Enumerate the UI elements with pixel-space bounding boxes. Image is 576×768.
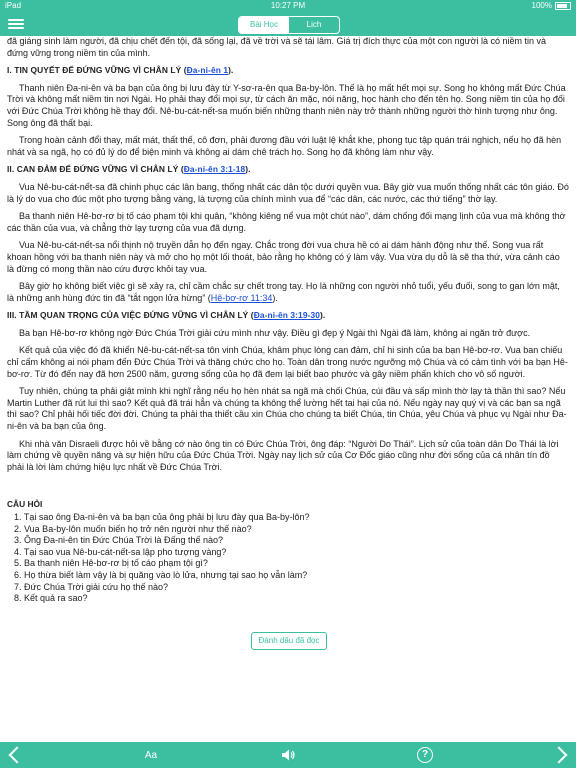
question-item: 4. Tại sao vua Nê-bu-cát-nết-sa lập pho tượng vàng?	[14, 546, 227, 557]
battery-percent: 100%	[531, 1, 552, 10]
bottom-toolbar	[0, 742, 576, 768]
section-2-paragraph-4-text: Bây giờ họ không biết việc gì sẽ xảy ra, chỉ cầm chắc sự chết trong tay. Họ là những con người nhỏ tuổi, yếu đuối, song to gan lớn mật, là những anh hùng đức tin đã “tắt ngọn lửa hừng” (	[7, 281, 560, 303]
hebrews-reference-link[interactable]: Hê-bơ-rơ 11:34	[210, 292, 273, 303]
segmented-control	[238, 16, 340, 34]
section-3-title-end: ).	[319, 310, 326, 321]
section-2-paragraph-4	[7, 281, 569, 304]
question-item: 5. Ba thanh niên Hê-bơ-rơ bị tố cáo phạm tội gì?	[14, 558, 208, 569]
questions-heading: CÂU HỎI	[7, 499, 43, 510]
tab-bai-hoc[interactable]: Bài Học	[239, 17, 289, 33]
font-size-button[interactable]	[138, 742, 164, 768]
intro-paragraph: đã giáng sinh làm người, đã chịu chết đến tội, đã sống lại, đã về trời và sẽ tái lâm. Giá trị đích thực của một con người là có niềm tin và đứng vững trong niềm tin của mình.	[7, 36, 547, 58]
speaker-icon	[281, 748, 295, 762]
section-2-reference-link[interactable]: Đa-ni-ên 3:1-18	[183, 164, 246, 175]
section-3-paragraph-2: Kết quả của việc đó đã khiến Nê-bu-cát-nết-sa tôn vinh Chúa, khâm phục lòng can đảm, chỉ hi sinh của ba bạn Hê-bơ-rơ. Vua ban chiếu chỉ cấm không ai nói phạm đến Đức Chúa Trời và thăng chức cho họ. Toàn dân trong nước ngưỡng mộ Chúa và có cảm tình với ba bạn Hê-bơ-rơ. Từ đó đến nay đã hơn 2500 năm, gương sống của họ đã đem lại biết bao phước và gây niềm phấn khích cho vô số người.	[7, 345, 568, 379]
next-button[interactable]	[548, 742, 574, 768]
font-size-icon: Aa	[144, 749, 158, 761]
menu-icon[interactable]	[8, 16, 24, 32]
section-1-heading	[7, 65, 569, 77]
audio-button[interactable]	[276, 742, 300, 768]
section-2-title-end: ).	[245, 164, 251, 175]
section-3-heading	[7, 310, 569, 322]
section-1-title-end: ).	[228, 65, 234, 76]
lesson-content[interactable]	[0, 36, 576, 742]
navigation-bar	[0, 12, 576, 36]
tab-lich[interactable]: Lịch	[306, 20, 322, 29]
section-2-heading	[7, 164, 569, 176]
section-2-paragraph-2: Ba thanh niên Hê-bơ-rơ bị tố cáo phạm tội khi quân, “không kiêng nể vua một chút nào”, dám chống đối mạng lịnh của vua mà không thờ các thần của vua, và chẳng thờ lạy tượng của vua đã dựng.	[7, 211, 566, 233]
section-2-paragraph-3: Vua Nê-bu-cát-nết-sa nổi thịnh nộ truyền dẫn họ đến ngay. Chắc trong đời vua chưa hề có ai dám hành động như thế. Song vua rất khoan hồng với ba thanh niên này và mở cho họ một lối thoát, bảo rằng họ không có ý làm vậy. Vua vừa dụ dỗ là sẽ tha thứ, vừa cảnh cáo là đừng có mong thần nào cứu được khỏi tay vua.	[7, 240, 560, 274]
section-3-paragraph-1: Ba bạn Hê-bơ-rơ không ngờ Đức Chúa Trời giải cứu mình như vậy. Điều gì đẹp ý Ngài thì Ngài đã làm, không ai ngăn trở được.	[19, 327, 531, 338]
mark-as-read-button[interactable]: Đánh dấu đã đọc	[251, 632, 327, 650]
question-item: 1. Tại sao ông Đa-ni-ên và ba bạn của ông phải bị lưu đày qua Ba-by-lôn?	[14, 512, 310, 522]
battery-icon	[555, 2, 571, 10]
question-item: 7. Đức Chúa Trời giải cứu họ thế nào?	[14, 581, 169, 592]
section-3-paragraph-4: Khi nhà văn Disraeli được hỏi về bằng cớ nào ông tin có Đức Chúa Trời, ông đáp: “Người Do Thái”. Lịch sử của toàn dân Do Thái là lời làm chứng về quyền năng và sự hiện hữu của Đức Chúa Trời. Ngày nay lịch sử của Cơ Đốc giáo cũng như đời sống của cá nhân tín đồ phải là lời làm chứng hiệu lực nhất về Đức Chúa Trời.	[7, 438, 559, 472]
questions-list	[7, 512, 569, 605]
section-1-paragraph-1: Thanh niên Đa-ni-ên và ba bạn của ông bị lưu đày từ Y-sơ-ra-ên qua Ba-by-lôn. Thế là họ mất hết mọi sự. Song họ không mất Đức Chúa Trời và không mất niềm tin nơi Ngài. Họ phải thay đổi mọi sự, từ cách ăn mặc, nói năng, học hành cho đến tên họ. Song niềm tin của họ đối với Đức Chúa Trời không hề thay đổi. Nê-bu-cát-nết-sa muốn biến những thanh niên này trở thành những người thờ hình tượng như ông. Song ông đã thất bại.	[7, 82, 566, 128]
section-3-title: III. TẦM QUAN TRỌNG CỦA VIỆC ĐỨNG VỮNG VÌ CHÂN LÝ (	[7, 310, 254, 321]
section-1-title: I. TIN QUYẾT ĐỂ ĐỨNG VỮNG VÌ CHÂN LÝ (	[7, 65, 187, 76]
status-bar	[0, 0, 576, 12]
section-3-reference-link[interactable]: Đa-ni-ên 3:19-30	[253, 310, 320, 321]
question-item: 2. Vua Ba-by-lôn muốn biến họ trở nên người như thế nào?	[14, 523, 252, 534]
section-1-paragraph-2: Trong hoàn cảnh đổi thay, mất mát, thất thế, cô đơn, phải đương đầu với luật lệ khắt khe, phong tục tập quán trái nghịch, nếu họ đã hèn nhát và sa ngã, họ có đủ lý do để biện minh và không ai dám chê trách họ. Song họ đã không làm như vậy.	[7, 135, 562, 157]
question-item: 8. Kết quả ra sao?	[14, 593, 88, 604]
help-button[interactable]	[412, 742, 438, 768]
chevron-left-icon	[9, 747, 26, 764]
section-2-paragraph-4-end: ).	[272, 292, 278, 303]
section-2-title: II. CAN ĐẢM ĐỂ ĐỨNG VỮNG VÌ CHÂN LÝ (	[7, 164, 184, 175]
battery-status	[532, 1, 571, 10]
section-3-paragraph-3: Tuy nhiên, chúng ta phải giật mình khi nghĩ rằng nếu họ hèn nhát sa ngã mà chối Chúa, cúi đầu và sấp mình thờ lạy tà thần thì sao? Nếu Martin Luther đã rút lui thì sao? Kết quả đã trái hẳn và chúng ta không thể lường hết tai hại của nó. Nếu ngày nay quý vị và các bạn sa ngã thì sao? Chỉ phải hối tiếc đời đời. Chúng ta phải tha thiết cầu xin Chúa cho chúng ta biết Chúa, tin Chúa, yêu Chúa và phục vụ Ngài như Đa-ni-ên và ba bạn của ông.	[7, 386, 567, 432]
question-item: 3. Ông Đa-ni-ên tin Đức Chúa Trời là Đấng thế nào?	[14, 535, 224, 546]
section-2-paragraph-1: Vua Nê-bu-cát-nết-sa đã chinh phục các lân bang, thống nhất các dân tộc dưới quyền vua. Bây giờ vua muốn thống nhất các tôn giáo. Đó là lý do vua cho đúc một pho tượng bằng vàng, là tượng của chính mình vua để “các dân, các nước, các thứ tiếng” thờ lạy.	[7, 181, 569, 204]
chevron-right-icon	[551, 747, 568, 764]
help-icon: ?	[417, 747, 433, 763]
section-1-reference-link[interactable]: Đa-ni-ên 1	[186, 65, 229, 76]
carrier-label: iPad	[5, 1, 22, 10]
status-time: 10:27 PM	[270, 1, 306, 10]
previous-button[interactable]	[2, 742, 28, 768]
question-item: 6. Họ thừa biết làm vậy là bị quăng vào lò lửa, nhưng tại sao họ vẫn làm?	[14, 569, 308, 580]
